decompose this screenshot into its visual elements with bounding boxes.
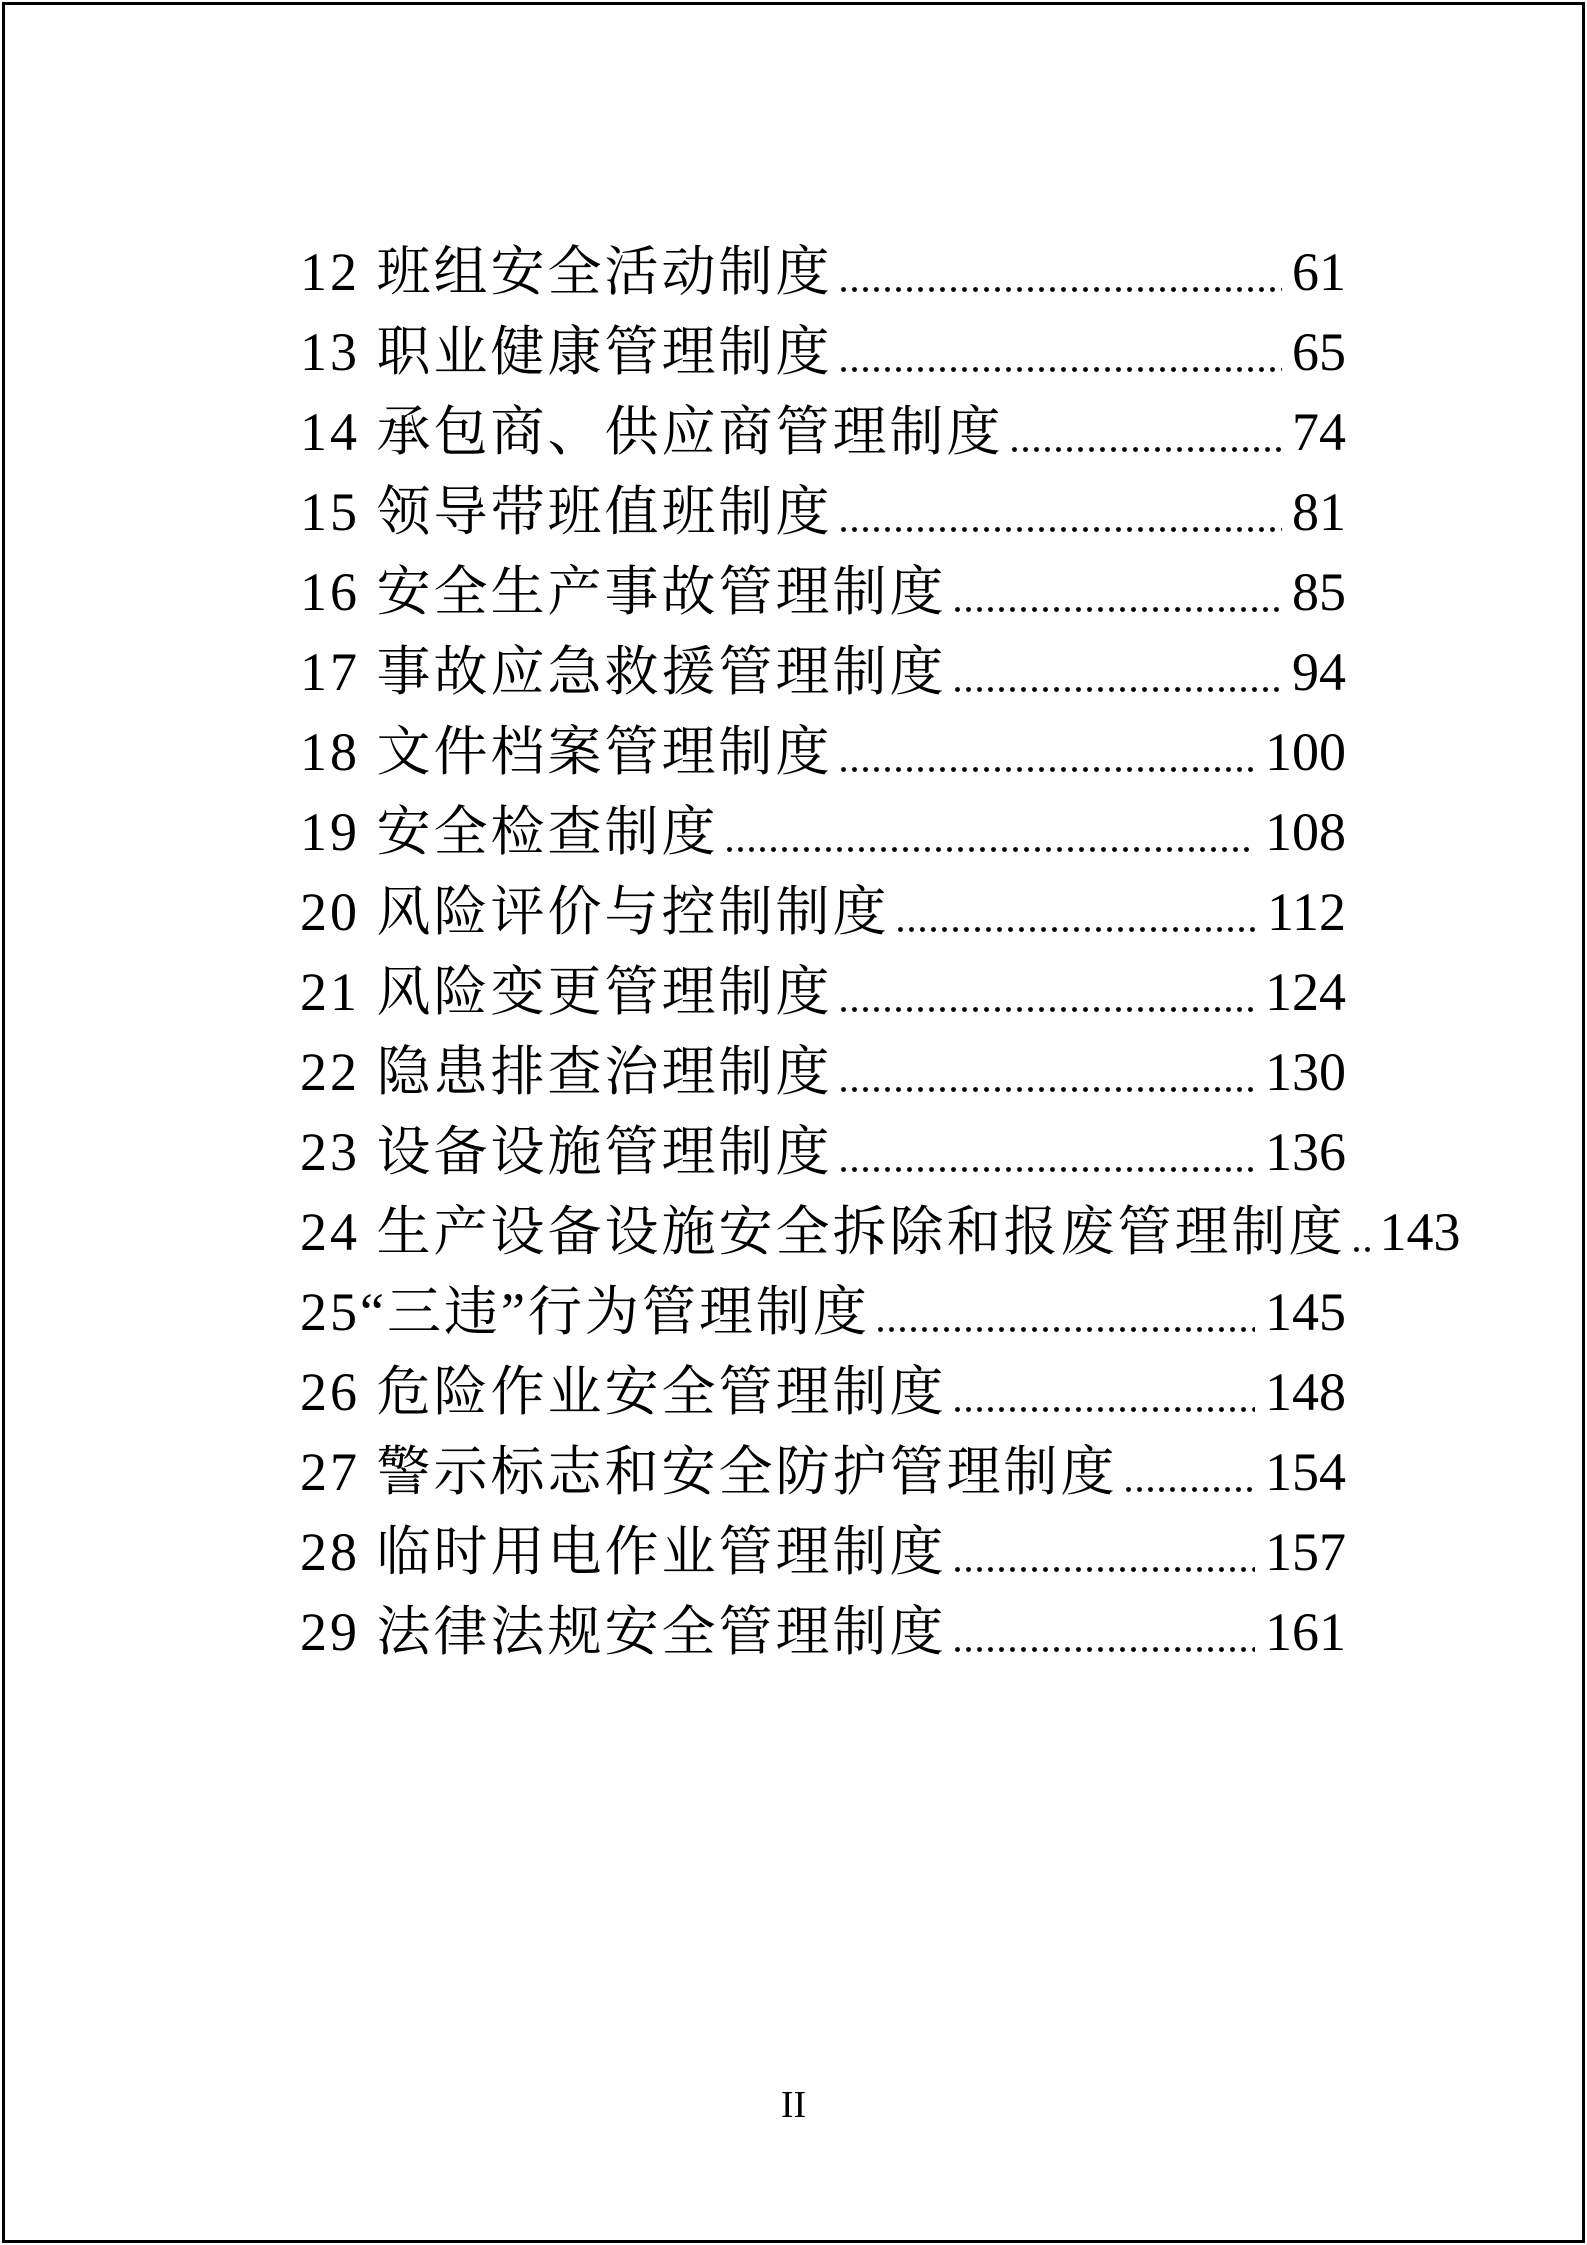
dot-leader: [841, 1167, 1256, 1172]
toc-entry-label: 14 承包商、供应商管理制度: [300, 402, 1004, 462]
toc-entry-page: 65: [1292, 322, 1346, 382]
toc-entry-label: 22 隐患排查治理制度: [300, 1042, 833, 1102]
toc-entry-page: 108: [1265, 802, 1346, 862]
toc-entry-label: 15 领导带班值班制度: [300, 482, 833, 542]
dot-leader: [727, 847, 1256, 852]
dot-leader: [841, 1007, 1256, 1012]
dot-leader: [955, 607, 1283, 612]
toc-entry: [300, 392, 1346, 472]
toc-entry: [300, 1352, 1346, 1432]
dot-leader: [955, 1647, 1256, 1652]
dot-leader: [841, 287, 1283, 292]
toc-entry-page: 124: [1265, 962, 1346, 1022]
toc-entry-label: 27 警示标志和安全防护管理制度: [300, 1442, 1118, 1502]
dot-leader: [955, 1567, 1256, 1572]
toc-entry-label: 26 危险作业安全管理制度: [300, 1362, 947, 1422]
toc-entry-page: 81: [1292, 482, 1346, 542]
toc-entry-label: 16 安全生产事故管理制度: [300, 562, 947, 622]
toc-entry-page: 61: [1292, 242, 1346, 302]
dot-leader: [1012, 447, 1283, 452]
table-of-contents: [300, 232, 1461, 1672]
toc-entry-label: 12 班组安全活动制度: [300, 242, 833, 302]
toc-entry-label: 18 文件档案管理制度: [300, 722, 833, 782]
toc-entry: [300, 1112, 1346, 1192]
toc-entry-page: 145: [1265, 1282, 1346, 1342]
toc-entry-page: 157: [1265, 1522, 1346, 1582]
toc-entry-label: 23 设备设施管理制度: [300, 1122, 833, 1182]
toc-entry-page: 143: [1379, 1202, 1461, 1262]
dot-leader: [841, 767, 1256, 772]
toc-entry-page: 154: [1265, 1442, 1346, 1502]
toc-entry-page: 74: [1292, 402, 1346, 462]
dot-leader: [955, 1407, 1256, 1412]
toc-entry: [300, 792, 1346, 872]
dot-leader: [878, 1327, 1255, 1332]
toc-entry-label: 21 风险变更管理制度: [300, 962, 833, 1022]
dot-leader: [841, 367, 1283, 372]
toc-entry: [300, 632, 1346, 712]
toc-entry-page: 136: [1265, 1122, 1346, 1182]
toc-entry-label: 19 安全检查制度: [300, 802, 719, 862]
toc-entry-label: 25“三违”行为管理制度: [300, 1282, 870, 1342]
toc-entry-label: 20 风险评价与控制制度: [300, 882, 890, 942]
toc-entry: [300, 952, 1346, 1032]
toc-entry: [300, 1032, 1346, 1112]
toc-entry-label: 24 生产设备设施安全拆除和报废管理制度: [300, 1202, 1346, 1262]
toc-entry-label: 29 法律法规安全管理制度: [300, 1602, 947, 1662]
toc-entry: [300, 1432, 1346, 1512]
toc-entry: [300, 1192, 1461, 1272]
toc-entry: [300, 1512, 1346, 1592]
toc-entry: [300, 312, 1346, 392]
toc-entry: [300, 552, 1346, 632]
toc-entry-label: 17 事故应急救援管理制度: [300, 642, 947, 702]
dot-leader: [1354, 1247, 1370, 1252]
toc-entry-label: 13 职业健康管理制度: [300, 322, 833, 382]
toc-entry: [300, 472, 1346, 552]
toc-entry: [300, 1272, 1346, 1352]
dot-leader: [1126, 1487, 1256, 1492]
toc-entry-page: 100: [1265, 722, 1346, 782]
dot-leader: [841, 1087, 1256, 1092]
toc-entry: [300, 1592, 1346, 1672]
toc-entry: [300, 232, 1346, 312]
dot-leader: [955, 687, 1283, 692]
dot-leader: [841, 527, 1283, 532]
toc-entry-page: 161: [1265, 1602, 1346, 1662]
toc-entry-page: 94: [1292, 642, 1346, 702]
toc-entry: [300, 872, 1346, 952]
toc-entry-label: 28 临时用电作业管理制度: [300, 1522, 947, 1582]
toc-entry-page: 112: [1267, 882, 1346, 942]
toc-entry: [300, 712, 1346, 792]
footer-page-number: II: [780, 2084, 807, 2126]
toc-entry-page: 130: [1265, 1042, 1346, 1102]
toc-entry-page: 85: [1292, 562, 1346, 622]
dot-leader: [898, 927, 1258, 932]
toc-entry-page: 148: [1265, 1362, 1346, 1422]
